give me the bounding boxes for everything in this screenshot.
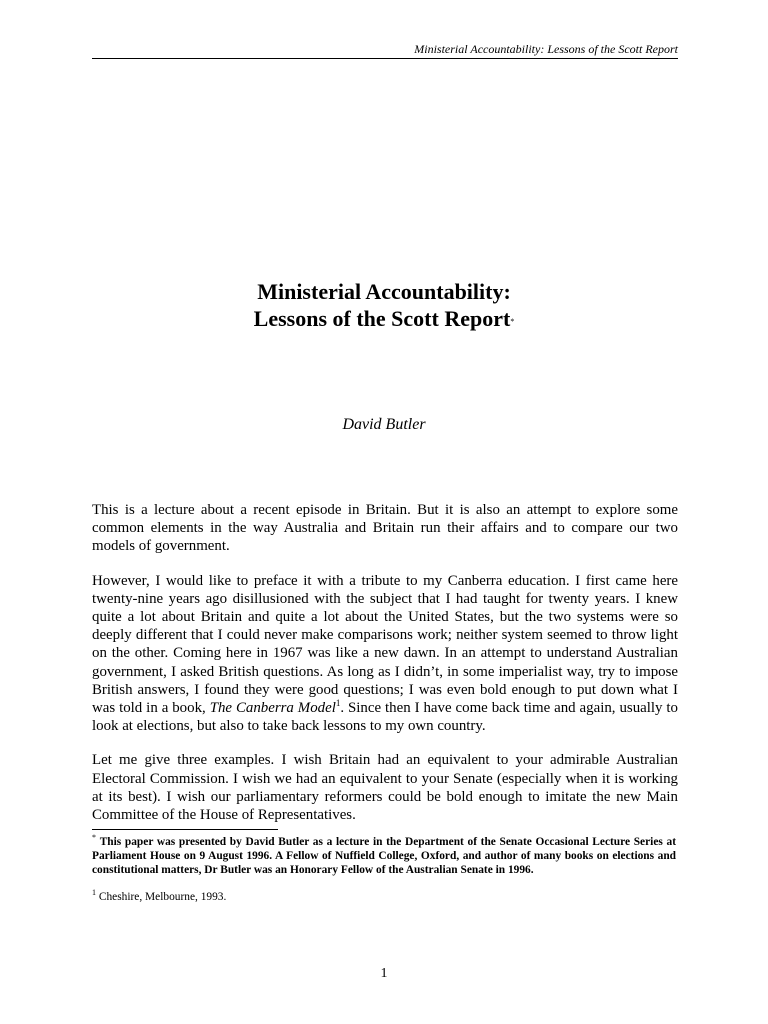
title-line-2-text: Lessons of the Scott Report	[253, 306, 511, 331]
page-title	[92, 278, 676, 332]
footnote-star-text: This paper was presented by David Butler as a lecture in the Department of the Senate Occasional Lecture Series at Parliament House on 9 August 1996. A Fellow of Nuffield College, Oxford, and author of many books on elections and constitutional matters, Dr Butler was an Honorary Fellow of the Australian Senate in 1996.	[92, 836, 676, 877]
footnote-divider	[92, 829, 278, 830]
paragraph-2-text-end: . Since then I have come back time and again, usually to look at elections, but also to take back lessons to my own country.	[92, 700, 678, 735]
footnote-1-marker: 1	[92, 887, 96, 897]
footnote-ref-1: 1	[335, 698, 341, 709]
book-title: The Canberra Model	[209, 700, 336, 717]
footnote-1-text: Cheshire, Melbourne, 1993.	[98, 890, 227, 903]
body-text	[92, 501, 678, 843]
footnotes	[92, 835, 676, 916]
paragraph-3: Let me give three examples. I wish Britain had an equivalent to your admirable Australian Electoral Commission. I wish we had an equivalent to your Senate (especially when it is working at its best). I wish our parliamentary reformers could be bold enough to imitate the new Main Committee of the House of Representatives.	[92, 752, 678, 824]
paragraph-2-text: However, I would like to preface it with a tribute to my Canberra education. I first came here twenty-nine years ago disillusioned with the subject that I had taught for twenty years. I knew quite a lot about Britain and quite a lot about the United States, but the two systems were so deeply different that I could never make comparisons work; neither system seemed to throw light on the other. Coming here in 1967 was like a new dawn. In an attempt to understand Australian government, I asked British questions. As long as I didn’t, in some imperialist way, try to impose British answers, I found they were good questions; I was even bold enough to put down what I was told in a book,	[92, 572, 678, 717]
author-name: David Butler	[342, 416, 426, 433]
running-header-text: Ministerial Accountability: Lessons of the Scott Report	[414, 42, 678, 56]
page-number: 1	[380, 966, 388, 981]
title-footnote-marker: *	[510, 317, 515, 326]
footnote-star-marker: *	[92, 833, 96, 843]
paragraph-1: This is a lecture about a recent episode in Britain. But it is also an attempt to explore some common elements in the way Australia and Britain run their affairs and to compare our two models of government.	[92, 502, 678, 555]
footnote-star	[92, 835, 676, 878]
title-line-2	[92, 305, 676, 332]
footnote-1	[92, 887, 676, 904]
running-header	[92, 42, 678, 59]
title-line-1: Ministerial Accountability:	[257, 279, 511, 304]
paragraph-2	[92, 572, 678, 736]
